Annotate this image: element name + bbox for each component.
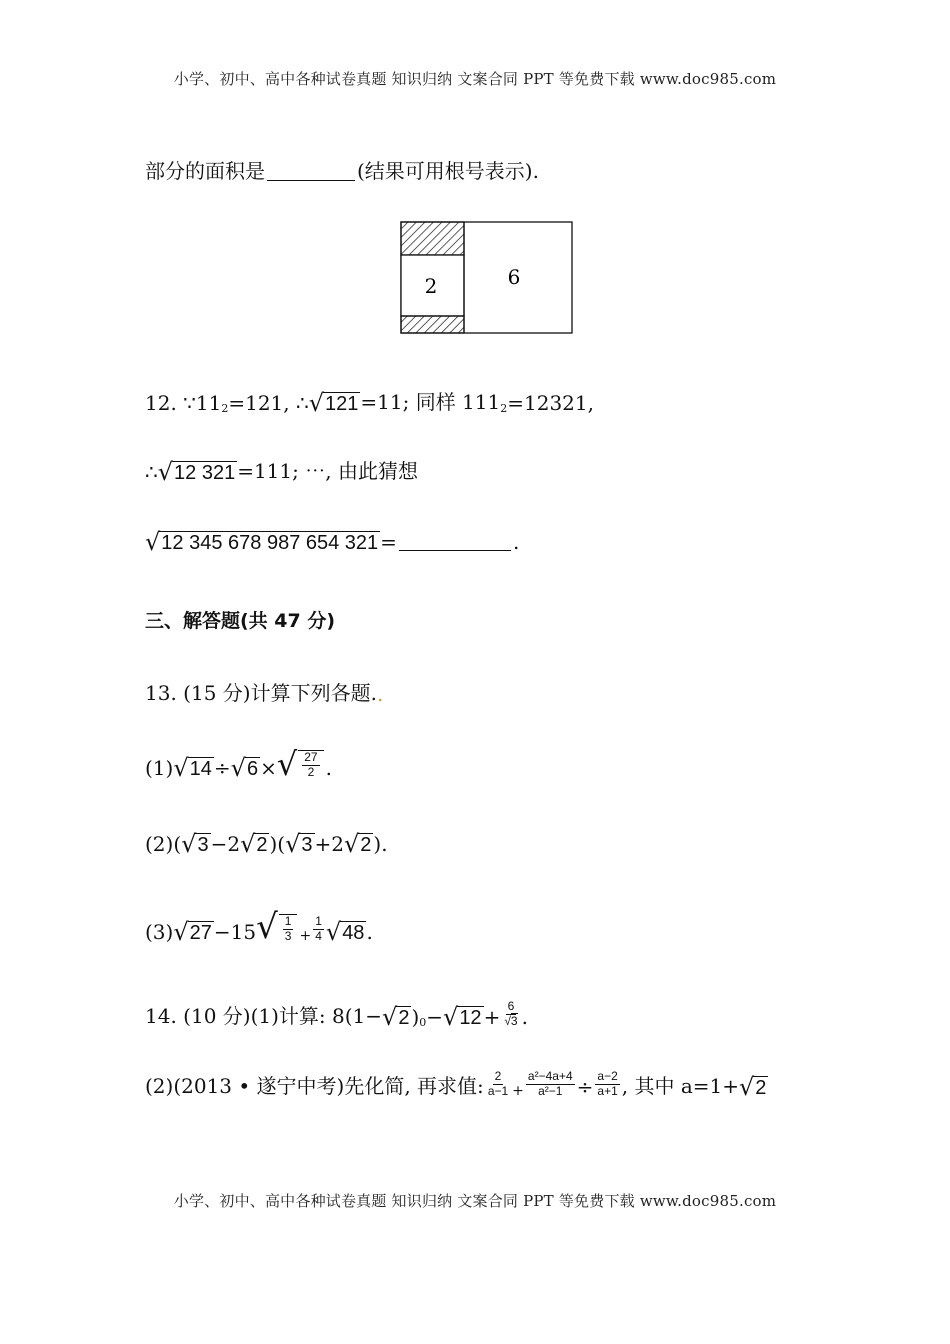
sqrt-48: √ 48 [325, 918, 365, 946]
sqrt-one-third: √ $\frac{1}{3}$ [256, 910, 299, 944]
q11-suffix: (结果可用根号表示). [357, 159, 539, 183]
q12-text-c: =11; 同样 111 [360, 390, 501, 414]
sqrt-2: √ 2 [240, 830, 268, 858]
hatched-bottom-region [401, 316, 464, 333]
sqrt-12321: √ 12 321 [157, 458, 236, 486]
q12-line-2 [145, 455, 418, 484]
sqrt-14: √ 14 [173, 754, 212, 782]
sqrt-2: √ 2 [382, 1003, 410, 1031]
exponent-zero: 0 [419, 1016, 427, 1029]
sqrt-27: √ 27 [173, 918, 212, 946]
q12-line-3 [145, 530, 519, 554]
q14-part2-intro: (2)(2013 • 遂宁中考)先化简, 再求值: [145, 1074, 484, 1098]
q12-exponent-2: 2 [500, 402, 508, 415]
part-label: (2) [145, 832, 174, 856]
period: . [512, 530, 520, 554]
q12-text-d: =12321, [507, 391, 594, 415]
q12-text-b: =121, ∴ [228, 391, 309, 415]
fraction-a-minus-2: $\frac{a-2}{a+1}$ [597, 1069, 618, 1099]
page-header: 小学、初中、高中各种试卷真题 知识归纳 文案合同 PPT 等免费下载 www.doc985.com [173, 70, 777, 88]
sqrt-12: √ 12 [443, 1003, 482, 1031]
sqrt-2: √ 2 [344, 830, 372, 858]
q11-answer-blank[interactable] [267, 160, 355, 181]
therefore-symbol: ∴ [145, 460, 158, 484]
part-label: (1) [145, 756, 174, 780]
q14-part-1: 14. (10 分)(1)计算: 8(1− √ 2 ) $_0$ − √ 12 + $\frac{6}{√3}$ . [145, 999, 528, 1031]
q12-text-e: =111; ⋯, 由此猜想 [237, 459, 418, 483]
times-sign: × [260, 756, 277, 780]
sqrt-121: √ 121 [308, 389, 359, 417]
fraction-6-over-sqrt3: $\frac{6}{√3}$ [504, 999, 518, 1029]
q13-part-1: (1) √ 14 ÷ √ 6 × √ $\frac{27}{2}$ . [145, 745, 332, 783]
fraction-one-fourth: $\frac{1}{4}$ [315, 914, 322, 944]
equals-sign: = [380, 530, 397, 554]
q13-part-2: (2) ( √ 3 −2 √ 2 )( √ 3 +2 √ 2 ). [145, 830, 388, 858]
sqrt-2: √ 2 [739, 1073, 767, 1101]
q12-answer-blank[interactable] [399, 530, 511, 551]
part-label: (3) [145, 920, 174, 944]
q12-text-a: 12. ∵11 [145, 391, 222, 415]
hatched-top-region [401, 222, 464, 255]
sqrt-27-over-2: √ $\frac{27}{2}$ [277, 748, 326, 780]
small-square-label: 2 [424, 274, 438, 298]
q12-line-1 [145, 386, 594, 415]
fraction-2-over-a-minus-1: $\frac{2}{a-1}$ [487, 1069, 509, 1099]
sqrt-3: √ 3 [285, 830, 313, 858]
q14-intro: 14. (10 分)(1)计算: 8(1− [145, 1004, 383, 1028]
section-title: 三、解答题(共 47 分) [145, 610, 336, 632]
q11-prefix: 部分的面积是 [145, 159, 265, 183]
q13-title: 13. (15 分)计算下列各题. . [145, 681, 384, 706]
large-square-label: 6 [507, 265, 521, 289]
divide-sign: ÷ [213, 756, 231, 780]
sqrt-long-number: √ 12 345 678 987 654 321 [145, 528, 379, 556]
sqrt-6: √ 6 [230, 754, 259, 782]
page-footer: 小学、初中、高中各种试卷真题 知识归纳 文案合同 PPT 等免费下载 www.doc985.com [173, 1192, 777, 1210]
q13-part-3: (3) √ 27 −15 √ $\frac{1}{3}$ + $\frac{1}{4}$ √ 48 . [145, 907, 373, 947]
rectangles-diagram [400, 221, 574, 335]
fraction-quadratic: $\frac{\text{a²−4a+4}}{\text{a²−1}}$ [527, 1069, 573, 1099]
q12-exponent-1: 2 [221, 402, 229, 415]
q11-answer-line [145, 155, 539, 184]
q14-part-2: (2)(2013 • 遂宁中考)先化简, 再求值: $\frac{2}{a-1}$ + $\frac{\text{a²−4a+4}}{\text{a²−1}}$ ÷ $\frac{a-2}{a+1}$ , 其中 a=1+ √ 2 [145, 1069, 767, 1101]
sqrt-3: √ 3 [181, 830, 209, 858]
